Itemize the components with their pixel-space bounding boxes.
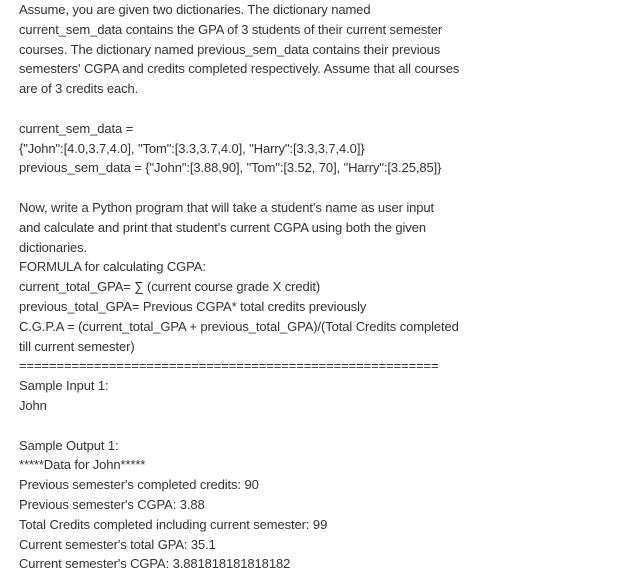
text-line: Sample Output 1: <box>19 437 119 453</box>
text-line: Sample Input 1: <box>19 378 109 394</box>
separator-line: ======================================================== <box>19 358 439 374</box>
data-definition-block <box>19 119 619 178</box>
text-line: John <box>19 397 47 413</box>
spacer <box>19 178 619 198</box>
text-line: semesters' CGPA and credits completed respectively. Assume that all courses <box>19 61 460 77</box>
text-line: Previous semester's CGPA: 3.88 <box>19 496 205 512</box>
text-line: {"John":[4.0,3.7,4.0], "Tom":[3.3,3.7,4.0], "Harry":[3.3,3.7,4.0]} <box>19 140 365 156</box>
text-line: and calculate and print that student's current CGPA using both the given <box>19 219 426 235</box>
task-paragraph <box>19 198 619 416</box>
text-line: courses. The dictionary named previous_sem_data contains their previous <box>19 41 441 57</box>
text-line: current_total_GPA= ∑ (current course grade X credit) <box>19 279 321 295</box>
text-line: Current semester's total GPA: 35.1 <box>19 536 216 552</box>
text-line: previous_sem_data = {"John":[3.88,90], "Tom":[3.52, 70], "Harry":[3.25,85]} <box>19 160 442 176</box>
text-line: Now, write a Python program that will take a student's name as user input <box>19 199 435 215</box>
text-line: Previous semester's completed credits: 90 <box>19 477 259 493</box>
text-line: current_sem_data contains the GPA of 3 students of their current semester <box>19 21 443 37</box>
text-line: Total Credits completed including current semester: 99 <box>19 516 328 532</box>
text-line: previous_total_GPA= Previous CGPA* total credits previously <box>19 298 367 314</box>
text-line: till current semester) <box>19 338 135 354</box>
text-line: Assume, you are given two dictionaries. The dictionary named <box>19 2 371 17</box>
spacer <box>19 416 619 436</box>
text-line: Current semester's CGPA: 3.881818181818182 <box>19 556 291 572</box>
text-line: C.G.P.A = (current_total_GPA + previous_total_GPA)/(Total Credits completed <box>19 318 459 334</box>
text-line: FORMULA for calculating CGPA: <box>19 259 206 275</box>
text-line: are of 3 credits each. <box>19 81 139 97</box>
text-line: current_sem_data = <box>19 120 134 136</box>
spacer <box>19 99 619 119</box>
sample-output-block <box>19 436 619 575</box>
problem-statement <box>19 0 619 574</box>
text-line: dictionaries. <box>19 239 88 255</box>
intro-paragraph <box>19 0 619 99</box>
text-line: *****Data for John***** <box>19 457 146 473</box>
